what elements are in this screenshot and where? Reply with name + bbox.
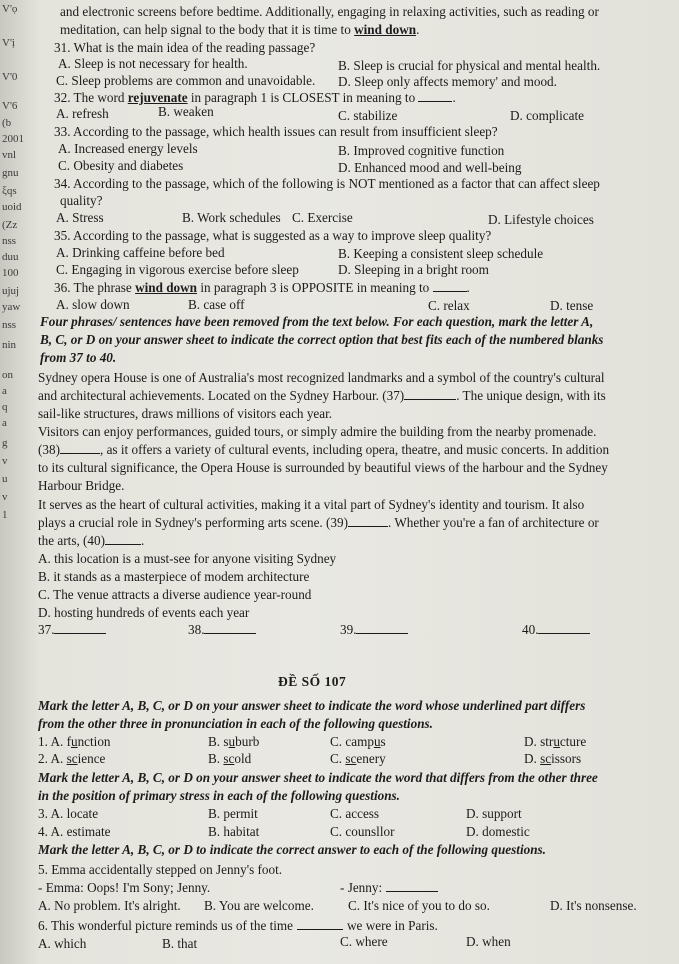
margin-fragment: ξqs bbox=[2, 185, 17, 197]
passage-line bbox=[38, 533, 144, 549]
s3-option-a: 3. A. locate bbox=[38, 806, 99, 821]
p2-option-a bbox=[38, 751, 105, 767]
margin-fragment: nss bbox=[2, 319, 17, 331]
margin-fragment: (b bbox=[2, 117, 12, 129]
passage-line: Sydney opera House is one of Australia's most recognized landmarks and a symbol of the country's cultural bbox=[38, 370, 605, 385]
underlined-part: sc bbox=[223, 751, 235, 766]
margin-fragment: 100 bbox=[2, 267, 19, 279]
answer-blank bbox=[538, 632, 590, 634]
passage-text: the arts, (40) bbox=[38, 533, 106, 548]
q35-option-d: D. Sleeping in a bright room bbox=[338, 262, 489, 277]
q31-option-d: D. Sleep only affects memory' and mood. bbox=[338, 74, 557, 89]
option-37-a: A. this location is a must-see for anyone visiting Sydney bbox=[38, 551, 337, 566]
q36-option-b: B. case off bbox=[188, 297, 245, 312]
margin-fragment: 2001 bbox=[2, 133, 24, 145]
margin-fragment: V'ị bbox=[2, 37, 15, 49]
underlined-part: sc bbox=[345, 751, 357, 766]
q31-option-c: C. Sleep problems are common and unavoidable. bbox=[56, 73, 316, 88]
p2-option-c bbox=[330, 751, 386, 767]
question-35-stem: 35. According to the passage, what is suggested as a way to improve sleep quality? bbox=[54, 228, 492, 243]
p2-option-b bbox=[208, 751, 251, 767]
q36-option-d: D. tense bbox=[550, 298, 594, 313]
option-text: nction bbox=[77, 734, 111, 749]
margin-fragment: a bbox=[2, 417, 7, 429]
s4-option-a: 4. A. estimate bbox=[38, 824, 111, 839]
q5-option-c: C. It's nice of you to do so. bbox=[348, 898, 490, 913]
pronunciation-instruction-2: from the other three in pronunciation in each of the following questions. bbox=[38, 716, 433, 731]
stress-instruction-2: in the position of primary stress in each of the following questions. bbox=[38, 788, 400, 803]
question-32-stem: 32. The word rejuvenate in paragraph 1 is CLOSEST in meaning to . bbox=[54, 90, 456, 105]
margin-fragment: u bbox=[2, 473, 8, 485]
p1-option-d bbox=[524, 734, 586, 750]
option-text: C. bbox=[330, 751, 346, 766]
margin-fragment: yaw bbox=[2, 301, 21, 313]
passage-text: plays a crucial role in Sydney's performing arts scene. (39) bbox=[38, 515, 348, 530]
passage-line: Visitors can enjoy performances, guided tours, or simply admire the building from the nearby promenade. bbox=[38, 424, 597, 439]
intro-line-2 bbox=[60, 22, 419, 38]
answer-blank bbox=[54, 632, 106, 634]
q31-option-b: B. Sleep is crucial for physical and mental health. bbox=[338, 58, 601, 73]
q35-option-c: C. Engaging in vigorous exercise before sleep bbox=[56, 262, 299, 277]
p2-option-d bbox=[524, 751, 581, 767]
q6-option-b: B. that bbox=[162, 936, 198, 951]
answer-38 bbox=[188, 622, 256, 638]
q34-option-d: D. Lifestyle choices bbox=[488, 212, 594, 227]
q6-option-c: C. where bbox=[340, 934, 388, 949]
answer-blank bbox=[204, 632, 256, 634]
option-text: burb bbox=[235, 734, 260, 749]
option-text: cture bbox=[559, 734, 587, 749]
blank-40 bbox=[105, 543, 141, 545]
question-34-stem-1: 34. According to the passage, which of the following is NOT mentioned as a factor that can affect sleep bbox=[54, 176, 600, 191]
q34-option-a: A. Stress bbox=[56, 210, 104, 225]
q36-option-a: A. slow down bbox=[56, 297, 130, 312]
q32-option-b: B. weaken bbox=[158, 104, 214, 119]
margin-fragment: V'ọ bbox=[2, 3, 18, 15]
p1-option-c bbox=[330, 734, 386, 750]
option-text: ience bbox=[77, 751, 106, 766]
stem-text: 32. The word bbox=[54, 90, 128, 105]
margin-fragment: 1 bbox=[2, 509, 8, 521]
option-text: issors bbox=[551, 751, 582, 766]
answer-blank bbox=[386, 890, 438, 892]
margin-fragment: a bbox=[2, 385, 7, 397]
q5-option-b: B. You are welcome. bbox=[204, 898, 314, 913]
question-31-stem: 31. What is the main idea of the reading passage? bbox=[54, 40, 316, 55]
passage-text: , as it offers a variety of cultural events, including opera, theatre, and music concerts. In addition bbox=[99, 442, 610, 457]
underlined-part: sc bbox=[66, 751, 78, 766]
question-5-stem: 5. Emma accidentally stepped on Jenny's foot. bbox=[38, 862, 283, 877]
underlined-part: sc bbox=[540, 751, 552, 766]
q5-jenny-line bbox=[340, 880, 438, 896]
blank-37 bbox=[404, 398, 456, 400]
option-text: enery bbox=[356, 751, 386, 766]
margin-fragment: V'6 bbox=[2, 100, 18, 112]
answer-40 bbox=[522, 622, 590, 638]
q31-option-a: A. Sleep is not necessary for health. bbox=[58, 56, 248, 71]
passage-line bbox=[38, 442, 609, 458]
margin-fragment: V'0 bbox=[2, 71, 18, 83]
q5-emma-line: - Emma: Oops! I'm Sony; Jenny. bbox=[38, 880, 211, 895]
intro-text: meditation, can help signal to the body that it is time to bbox=[60, 22, 355, 37]
underlined-part: u bbox=[553, 734, 560, 749]
margin-fragment: nin bbox=[2, 339, 17, 351]
underlined-part: u bbox=[228, 734, 236, 749]
intro-text: . bbox=[416, 22, 420, 37]
margin-fragment: vnl bbox=[2, 149, 17, 161]
passage-line bbox=[38, 388, 606, 404]
stem-text: we were in Paris. bbox=[347, 918, 438, 933]
q33-option-a: A. Increased energy levels bbox=[58, 141, 198, 156]
blank-39 bbox=[348, 525, 388, 527]
passage-line: sail-like structures, draws millions of visitors each year. bbox=[38, 406, 333, 421]
answer-39 bbox=[340, 622, 408, 638]
left-margin-bleed bbox=[0, 0, 36, 964]
option-37-c: C. The venue attracts a diverse audience year-round bbox=[38, 587, 312, 602]
passage-text: . The unique design, with its bbox=[456, 388, 606, 403]
q5-option-d: D. It's nonsense. bbox=[550, 898, 637, 913]
option-text: D. str bbox=[524, 734, 554, 749]
question-36-stem: 36. The phrase wind down in paragraph 3 is OPPOSITE in meaning to . bbox=[54, 280, 470, 295]
stress-instruction-1: Mark the letter A, B, C, or D on your answer sheet to indicate the word that differs from the other three bbox=[38, 770, 598, 785]
underlined-phrase: wind down bbox=[354, 22, 417, 37]
q33-option-d: D. Enhanced mood and well-being bbox=[338, 160, 522, 175]
answer-label: 37. bbox=[38, 622, 55, 637]
answer-label: 38. bbox=[188, 622, 205, 637]
q33-option-b: B. Improved cognitive function bbox=[338, 143, 505, 158]
q36-option-c: C. relax bbox=[428, 298, 470, 313]
stem-text: 6. This wonderful picture reminds us of the time bbox=[38, 918, 294, 933]
margin-fragment: uoid bbox=[2, 201, 22, 213]
answer-blank bbox=[356, 632, 408, 634]
question-33-stem: 33. According to the passage, which health issues can result from insufficient sleep? bbox=[54, 124, 498, 139]
correct-answer-instruction: Mark the letter A, B, C, or D to indicate the correct answer to each of the following questions. bbox=[38, 842, 546, 857]
passage-text: and architectural achievements. Located on the Sydney Harbour. (37) bbox=[38, 388, 405, 403]
margin-fragment: g bbox=[2, 437, 8, 449]
answer-blank bbox=[297, 928, 343, 930]
stem-text: in paragraph 3 is OPPOSITE in meaning to bbox=[197, 280, 430, 295]
option-text: 2. A. bbox=[38, 751, 67, 766]
q6-option-d: D. when bbox=[466, 934, 511, 949]
option-text: s bbox=[380, 734, 386, 749]
stem-text: in paragraph 1 is CLOSEST in meaning to bbox=[187, 90, 416, 105]
p1-option-b bbox=[208, 734, 259, 750]
answer-blank bbox=[433, 290, 467, 292]
option-text: C. camp bbox=[330, 734, 374, 749]
s3-option-d: D. support bbox=[466, 806, 522, 821]
passage-line: to its cultural significance, the Opera House is surrounded by beautiful views of the harbour and the Sydney bbox=[38, 460, 608, 475]
passage-text: (38) bbox=[38, 442, 60, 457]
q6-option-a: A. which bbox=[38, 936, 87, 951]
option-text: 1. A. f bbox=[38, 734, 71, 749]
underlined-word: rejuvenate bbox=[127, 90, 188, 105]
passage-line: It serves as the heart of cultural activities, making it a vital part of Sydney's identity and tourism. It also bbox=[38, 497, 585, 512]
dialogue-text: - Jenny: bbox=[340, 880, 383, 895]
option-37-b: B. it stands as a masterpiece of modem architecture bbox=[38, 569, 310, 584]
passage-line bbox=[38, 515, 599, 531]
s4-option-d: D. domestic bbox=[466, 824, 530, 839]
margin-fragment: gnu bbox=[2, 167, 19, 179]
margin-fragment: v bbox=[2, 455, 8, 467]
underlined-phrase: wind down bbox=[135, 280, 198, 295]
answer-37 bbox=[38, 622, 106, 638]
underlined-part: u bbox=[70, 734, 78, 749]
q35-option-b: B. Keeping a consistent sleep schedule bbox=[338, 246, 544, 261]
margin-fragment: nss bbox=[2, 235, 17, 247]
q32-option-a: A. refresh bbox=[56, 106, 109, 121]
q32-option-d: D. complicate bbox=[510, 108, 584, 123]
option-37-d: D. hosting hundreds of events each year bbox=[38, 605, 250, 620]
stem-text: 36. The phrase bbox=[54, 280, 136, 295]
passage-text: . Whether you're a fan of architecture or bbox=[387, 515, 599, 530]
passage-line: Harbour Bridge. bbox=[38, 478, 125, 493]
passage-text: . bbox=[141, 533, 145, 548]
margin-fragment: duu bbox=[2, 251, 19, 263]
option-text: B. bbox=[208, 751, 224, 766]
s3-option-b: B. permit bbox=[208, 806, 258, 821]
section-title: ĐỀ SỐ 107 bbox=[278, 674, 347, 689]
q5-option-a: A. No problem. It's alright. bbox=[38, 898, 181, 913]
instruction-37-40-line-2: B, C, or D on your answer sheet to indicate the correct option that best fits each of the numbered blanks bbox=[40, 332, 604, 347]
answer-label: 39. bbox=[340, 622, 357, 637]
q33-option-c: C. Obesity and diabetes bbox=[58, 158, 184, 173]
question-34-stem-2: quality? bbox=[60, 193, 103, 208]
margin-fragment: v bbox=[2, 491, 8, 503]
instruction-37-40-line-3: from 37 to 40. bbox=[40, 350, 117, 365]
blank-38 bbox=[60, 452, 100, 454]
s4-option-b: B. habitat bbox=[208, 824, 260, 839]
p1-option-a bbox=[38, 734, 111, 750]
answer-label: 40. bbox=[522, 622, 539, 637]
pronunciation-instruction-1: Mark the letter A, B, C, or D on your answer sheet to indicate the word whose underlined part differs bbox=[38, 698, 586, 713]
intro-line-1: and electronic screens before bedtime. Additionally, engaging in relaxing activities, such as reading or bbox=[60, 4, 599, 19]
margin-fragment: on bbox=[2, 369, 13, 381]
option-text: D. bbox=[524, 751, 541, 766]
s4-option-c: C. counsllor bbox=[330, 824, 395, 839]
q32-option-c: C. stabilize bbox=[338, 108, 398, 123]
option-text: B. s bbox=[208, 734, 229, 749]
margin-fragment: (Zz bbox=[2, 219, 18, 231]
q34-option-b: B. Work schedules bbox=[182, 210, 281, 225]
question-6-stem bbox=[38, 918, 438, 934]
answer-blank bbox=[418, 100, 452, 102]
margin-fragment: q bbox=[2, 401, 8, 413]
instruction-37-40-line-1: Four phrases/ sentences have been removed from the text below. For each question, mark the letter A, bbox=[40, 314, 594, 329]
q35-option-a: A. Drinking caffeine before bed bbox=[56, 245, 225, 260]
underlined-part: u bbox=[373, 734, 381, 749]
margin-fragment: ujuj bbox=[2, 285, 20, 297]
s3-option-c: C. access bbox=[330, 806, 380, 821]
q34-option-c: C. Exercise bbox=[292, 210, 353, 225]
option-text: old bbox=[234, 751, 252, 766]
